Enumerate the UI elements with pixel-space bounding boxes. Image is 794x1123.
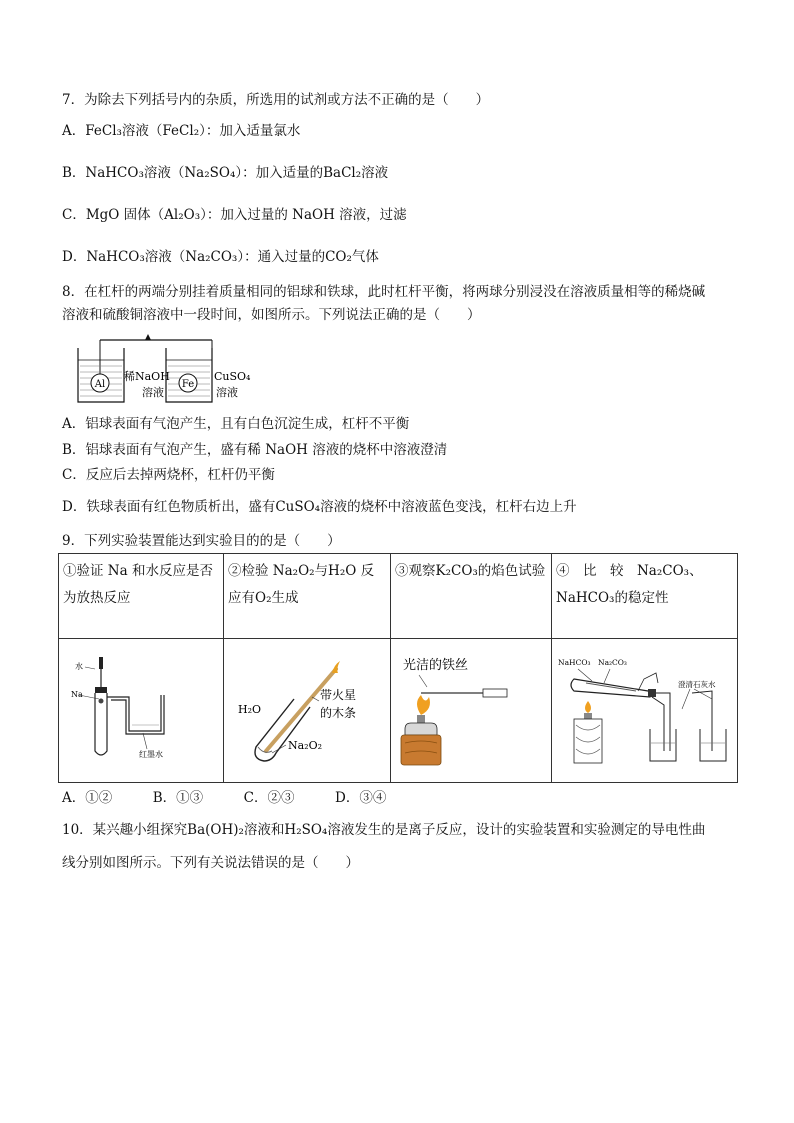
h2o-label: H₂O	[238, 703, 262, 716]
water-label: 水	[75, 662, 83, 671]
q10-stem-line1: 10．某兴趣小组探究Ba(OH)₂溶液和H₂SO₄溶液发生的是离子反应，设计的实验装置和实验测定的导电性曲	[62, 822, 706, 838]
thermal-stability-apparatus	[552, 639, 738, 772]
q9-cell-3: ③观察K₂CO₃的焰色试验	[391, 554, 552, 639]
q9-cell-1: ①验证 Na 和水反应是否为放热反应	[59, 554, 224, 639]
beaker-2	[700, 729, 726, 761]
na-water-apparatus	[59, 639, 224, 772]
limewater-label: 澄清石灰水	[678, 680, 716, 689]
q9-stem: 9．下列实验装置能达到实验目的的是（ ）	[62, 533, 341, 549]
na2co3-label: Na₂CO₃	[598, 658, 627, 667]
dropper-icon	[99, 657, 103, 669]
outer-tube	[571, 679, 651, 697]
q9-figure-4-cell	[552, 639, 738, 783]
q9-figure-1-cell	[59, 639, 224, 783]
q8-option-b: B．铝球表面有气泡产生，盛有稀 NaOH 溶液的烧杯中溶液澄清	[62, 442, 448, 458]
flame-icon	[585, 701, 591, 713]
left-solution-label: 稀NaOH	[124, 370, 170, 383]
q7-option-c: C．MgO 固体（Al₂O₃）：加入过量的 NaOH 溶液，过滤	[62, 207, 407, 223]
flame-test-apparatus	[391, 639, 552, 772]
na-label: Na	[71, 690, 83, 699]
q9-figure-3-cell	[391, 639, 552, 783]
q8-lever-figure	[66, 330, 266, 408]
right-solution-label: CuSO₄	[214, 370, 251, 383]
q7-stem: 7．为除去下列括号内的杂质，所选用的试剂或方法不正确的是（ ）	[62, 92, 490, 108]
q9-figure-2-cell	[224, 639, 391, 783]
splint-label-2: 的木条	[320, 706, 357, 720]
q7-option-a: A．FeCl₃溶液（FeCl₂）：加入适量氯水	[62, 123, 301, 139]
q8-stem-line1: 8．在杠杆的两端分别挂着质量相同的铝球和铁球，此时杠杆平衡，将两球分别浸没在溶液质量相等的稀烧碱	[62, 284, 706, 300]
iron-wire-label: 光洁的铁丝	[403, 658, 469, 673]
flame-icon	[332, 661, 340, 673]
nahco3-label: NaHCO₃	[558, 658, 591, 667]
na2o2-label: Na₂O₂	[288, 739, 323, 752]
q9-cell-4: ④ 比 较 Na₂CO₃、NaHCO₃的稳定性	[552, 554, 738, 639]
na2o2-apparatus	[224, 639, 391, 772]
alcohol-lamp	[405, 723, 437, 735]
q8-option-d: D．铁球表面有红色物质析出，盛有CuSO₄溶液的烧杯中溶液蓝色变浅，杠杆右边上升	[62, 499, 577, 515]
flame-icon	[417, 695, 430, 715]
q8-option-c: C．反应后去掉两烧杯，杠杆仍平衡	[62, 467, 275, 483]
fulcrum-icon	[145, 334, 151, 340]
q9-options: A．①② B．①③ C．②③ D．③④	[62, 790, 387, 806]
beaker-1	[650, 729, 676, 761]
fe-label: Fe	[181, 379, 195, 390]
left-solution-label-2: 溶液	[142, 386, 164, 399]
q8-option-a: A．铝球表面有气泡产生，且有白色沉淀生成，杠杆不平衡	[62, 416, 410, 432]
q10-stem-line2: 线分别如图所示。下列有关说法错误的是（ ）	[62, 855, 359, 871]
q9-apparatus-table	[58, 553, 738, 783]
splint-label-1: 带火星	[320, 688, 357, 702]
q7-option-b: B．NaHCO₃溶液（Na₂SO₄）：加入适量的BaCl₂溶液	[62, 165, 389, 181]
q7-option-d: D．NaHCO₃溶液（Na₂CO₃）：通入过量的CO₂气体	[62, 249, 379, 265]
red-ink-label: 红墨水	[139, 750, 163, 759]
al-label: Al	[94, 379, 106, 390]
right-solution-label-2: 溶液	[216, 386, 238, 399]
q9-cell-2: ②检验 Na₂O₂与H₂O 反应有O₂生成	[224, 554, 391, 639]
q8-stem-line2: 溶液和硫酸铜溶液中一段时间，如图所示。下列说法正确的是（ ）	[62, 307, 481, 323]
